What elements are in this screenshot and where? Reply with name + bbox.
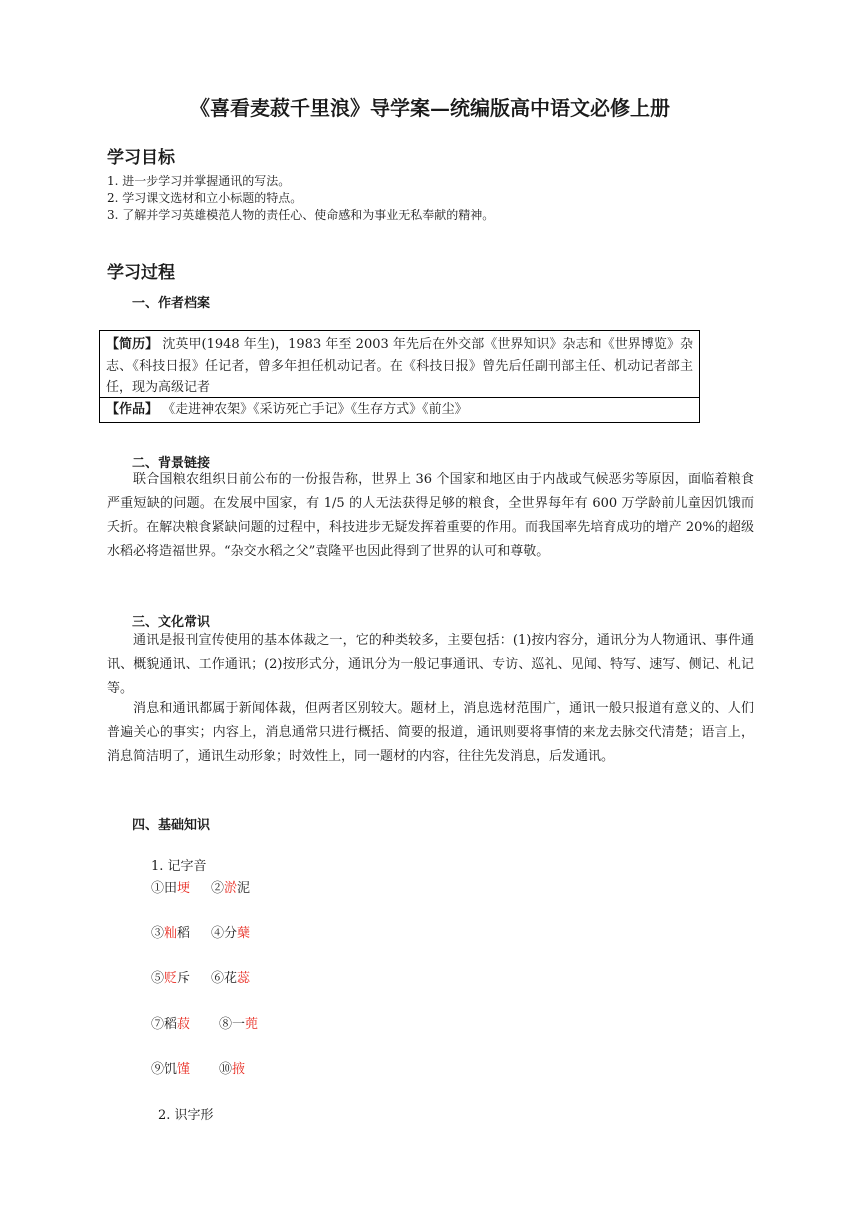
bio-row <box>100 331 699 398</box>
process-heading: 学习过程 <box>107 263 175 283</box>
section-author-heading: 一、作者档案 <box>132 296 211 311</box>
pronunciation-item: ⑦稻菽 <box>151 1017 191 1032</box>
pronunciation-item: ⑤贬斥 <box>151 971 191 986</box>
works-label: 【作品】 <box>106 402 159 417</box>
bio-text: 沈英甲(1948 年生)，1983 年至 2003 年先后在外交部《世界知识》杂志和《世界博览》杂志、《科技日报》任记者，曾多年担任机动记者。在《科技日报》曾先后任副刊部主任、机动记者部主任，现为高级记者 <box>106 337 693 395</box>
culture-paragraph: 消息和通讯都属于新闻体裁，但两者区别较大。题材上，消息选材范围广，通讯一般只报道有意义的、人们普遍关心的事实；内容上，消息通常只进行概括、简要的报道，通讯则要将事情的来龙去脉交代清楚；语言上，消息简洁明了，通讯生动形象；时效性上，同一题材的内容，往往先发消息，后发通讯。 <box>107 701 754 764</box>
works-row <box>100 398 699 422</box>
pronunciation-item: ⑥花蕊 <box>211 971 251 986</box>
highlighted-char: 蔸 <box>245 1017 259 1032</box>
culture-paragraph: 通讯是报刊宣传使用的基本体裁之一，它的种类较多，主要包括：(1)按内容分，通讯分为人物通讯、事件通讯、概貌通讯、工作通讯；(2)按形式分，通讯分为一般记事通讯、专访、巡礼、见闻、特写、速写、侧记、札记等。 <box>107 633 754 696</box>
bio-label: 【简历】 <box>106 337 159 352</box>
goals-heading: 学习目标 <box>107 148 175 168</box>
highlighted-char: 掖 <box>232 1062 246 1077</box>
highlighted-char: 菽 <box>177 1017 191 1032</box>
pronunciation-item: ④分蘖 <box>211 926 251 941</box>
pronunciation-item: ⑩掖 <box>219 1062 246 1077</box>
pronunciation-subheading: 1. 记字音 <box>151 859 207 874</box>
goal-item: 3. 了解并学习英雄模范人物的责任心、使命感和为事业无私奉献的精神。 <box>107 208 495 222</box>
pronunciation-item: ⑧一蔸 <box>219 1017 259 1032</box>
pronunciation-item: ⑨饥馑 <box>151 1062 191 1077</box>
section-background-heading: 二、背景链接 <box>132 456 211 471</box>
highlighted-char: 蕊 <box>237 971 251 986</box>
glyph-subheading: 2. 识字形 <box>158 1108 214 1123</box>
author-profile-table <box>99 330 700 423</box>
works-text: 《走进神农架》《采访死亡手记》《生存方式》《前尘》 <box>158 402 468 417</box>
highlighted-char: 埂 <box>177 881 191 896</box>
pronunciation-item: ①田埂 <box>151 881 191 896</box>
highlighted-char: 馑 <box>177 1062 191 1077</box>
pronunciation-item: ③籼稻 <box>151 926 191 941</box>
highlighted-char: 淤 <box>224 881 238 896</box>
document-title: 《喜看麦菽千里浪》导学案—统编版高中语文必修上册 <box>190 96 670 120</box>
section-basics-heading: 四、基础知识 <box>132 818 211 833</box>
highlighted-char: 贬 <box>164 971 178 986</box>
section-culture-heading: 三、文化常识 <box>132 615 211 630</box>
goal-item: 2. 学习课文选材和立小标题的特点。 <box>107 191 303 205</box>
pronunciation-item: ②淤泥 <box>211 881 251 896</box>
highlighted-char: 蘖 <box>237 926 251 941</box>
background-paragraph: 联合国粮农组织日前公布的一份报告称，世界上 36 个国家和地区由于内战或气候恶劣等原因，面临着粮食严重短缺的问题。在发展中国家，有 1/5 的人无法获得足够的粮食，全世界每年有 600 万学龄前儿童因饥饿而夭折。在解决粮食紧缺问题的过程中，科技进步无疑发挥着重要的作用。而我国率先培育成功的增产 20%的超级水稻必将造福世界。“杂交水稻之父”袁隆平也因此得到了世界的认可和尊敬。 <box>107 472 754 559</box>
highlighted-char: 籼 <box>164 926 178 941</box>
goal-item: 1. 进一步学习并掌握通讯的写法。 <box>107 174 291 188</box>
